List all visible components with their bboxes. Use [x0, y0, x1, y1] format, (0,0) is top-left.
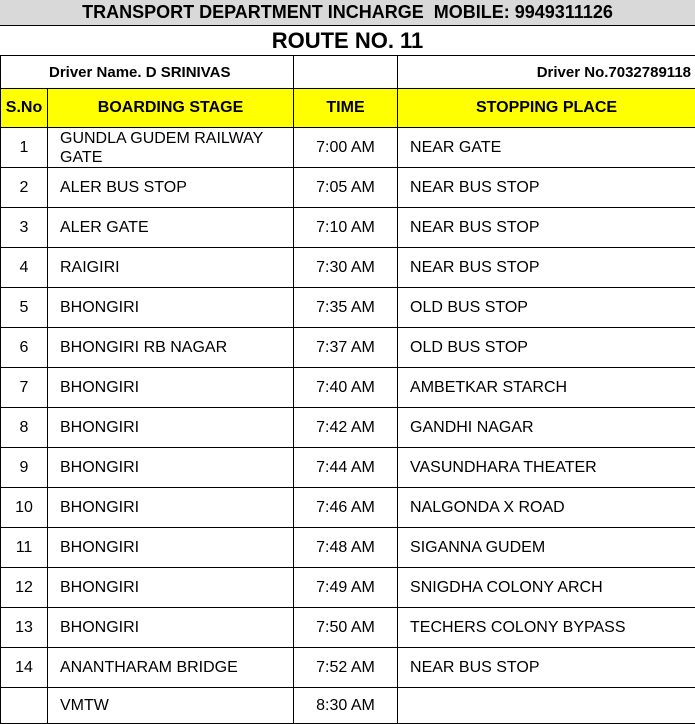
- cell-sno: [1, 688, 48, 724]
- driver-name: Driver Name. D SRINIVAS: [1, 56, 294, 89]
- cell-boarding-stage: BHONGIRI: [48, 368, 294, 408]
- cell-stopping-place: NEAR BUS STOP: [398, 208, 695, 248]
- table-row: [1, 648, 695, 688]
- cell-stopping-place: OLD BUS STOP: [398, 288, 695, 328]
- table-row: [1, 128, 695, 168]
- cell-stopping-place: VASUNDHARA THEATER: [398, 448, 695, 488]
- cell-time: 7:52 AM: [294, 648, 398, 688]
- cell-time: 7:46 AM: [294, 488, 398, 528]
- cell-time: 7:37 AM: [294, 328, 398, 368]
- table-row: [1, 168, 695, 208]
- cell-time: 7:50 AM: [294, 608, 398, 648]
- table-row: [1, 688, 695, 724]
- cell-stopping-place: NEAR GATE: [398, 128, 695, 168]
- table-row: [1, 448, 695, 488]
- table-row: [1, 288, 695, 328]
- cell-sno: 6: [1, 328, 48, 368]
- cell-time: 7:00 AM: [294, 128, 398, 168]
- cell-stopping-place: OLD BUS STOP: [398, 328, 695, 368]
- cell-stopping-place: GANDHI NAGAR: [398, 408, 695, 448]
- table-row: [1, 208, 695, 248]
- cell-time: 7:35 AM: [294, 288, 398, 328]
- cell-sno: 3: [1, 208, 48, 248]
- route-title: ROUTE NO. 11: [0, 26, 695, 55]
- table-row: [1, 328, 695, 368]
- cell-time: 7:05 AM: [294, 168, 398, 208]
- cell-sno: 4: [1, 248, 48, 288]
- cell-stopping-place: NEAR BUS STOP: [398, 248, 695, 288]
- cell-time: 7:10 AM: [294, 208, 398, 248]
- cell-sno: 13: [1, 608, 48, 648]
- cell-time: 7:44 AM: [294, 448, 398, 488]
- cell-sno: 11: [1, 528, 48, 568]
- table-row: [1, 248, 695, 288]
- cell-stopping-place: NALGONDA X ROAD: [398, 488, 695, 528]
- cell-boarding-stage: BHONGIRI RB NAGAR: [48, 328, 294, 368]
- cell-sno: 14: [1, 648, 48, 688]
- cell-boarding-stage: BHONGIRI: [48, 408, 294, 448]
- cell-boarding-stage: BHONGIRI: [48, 608, 294, 648]
- cell-stopping-place: AMBETKAR STARCH: [398, 368, 695, 408]
- cell-boarding-stage: ANANTHARAM BRIDGE: [48, 648, 294, 688]
- cell-time: 7:49 AM: [294, 568, 398, 608]
- driver-row: [1, 56, 695, 89]
- cell-stopping-place: [398, 688, 695, 724]
- driver-blank-cell: [294, 56, 398, 89]
- cell-stopping-place: SNIGDHA COLONY ARCH: [398, 568, 695, 608]
- cell-boarding-stage: GUNDLA GUDEM RAILWAY GATE: [48, 128, 294, 168]
- department-header: TRANSPORT DEPARTMENT INCHARGE MOBILE: 9949311126: [0, 0, 695, 26]
- cell-boarding-stage: BHONGIRI: [48, 448, 294, 488]
- cell-stopping-place: SIGANNA GUDEM: [398, 528, 695, 568]
- table-row: [1, 488, 695, 528]
- col-header-sno: S.No: [1, 89, 48, 128]
- cell-time: 7:48 AM: [294, 528, 398, 568]
- cell-boarding-stage: ALER BUS STOP: [48, 168, 294, 208]
- col-header-boarding-stage: BOARDING STAGE: [48, 89, 294, 128]
- cell-boarding-stage: BHONGIRI: [48, 488, 294, 528]
- cell-stopping-place: NEAR BUS STOP: [398, 168, 695, 208]
- cell-boarding-stage: VMTW: [48, 688, 294, 724]
- table-row: [1, 528, 695, 568]
- cell-stopping-place: NEAR BUS STOP: [398, 648, 695, 688]
- col-header-stopping-place: STOPPING PLACE: [398, 89, 695, 128]
- cell-boarding-stage: ALER GATE: [48, 208, 294, 248]
- header-row: [1, 89, 695, 128]
- cell-sno: 7: [1, 368, 48, 408]
- cell-boarding-stage: BHONGIRI: [48, 288, 294, 328]
- cell-sno: 5: [1, 288, 48, 328]
- table-row: [1, 368, 695, 408]
- table-row: [1, 608, 695, 648]
- cell-time: 8:30 AM: [294, 688, 398, 724]
- cell-boarding-stage: RAIGIRI: [48, 248, 294, 288]
- cell-sno: 10: [1, 488, 48, 528]
- table-row: [1, 408, 695, 448]
- table-row: [1, 568, 695, 608]
- cell-sno: 9: [1, 448, 48, 488]
- cell-time: 7:30 AM: [294, 248, 398, 288]
- driver-number: Driver No.7032789118: [398, 56, 695, 89]
- cell-sno: 12: [1, 568, 48, 608]
- cell-stopping-place: TECHERS COLONY BYPASS: [398, 608, 695, 648]
- cell-sno: 1: [1, 128, 48, 168]
- cell-boarding-stage: BHONGIRI: [48, 528, 294, 568]
- cell-sno: 8: [1, 408, 48, 448]
- cell-time: 7:40 AM: [294, 368, 398, 408]
- col-header-time: TIME: [294, 89, 398, 128]
- cell-sno: 2: [1, 168, 48, 208]
- route-table: [0, 55, 695, 724]
- cell-boarding-stage: BHONGIRI: [48, 568, 294, 608]
- cell-time: 7:42 AM: [294, 408, 398, 448]
